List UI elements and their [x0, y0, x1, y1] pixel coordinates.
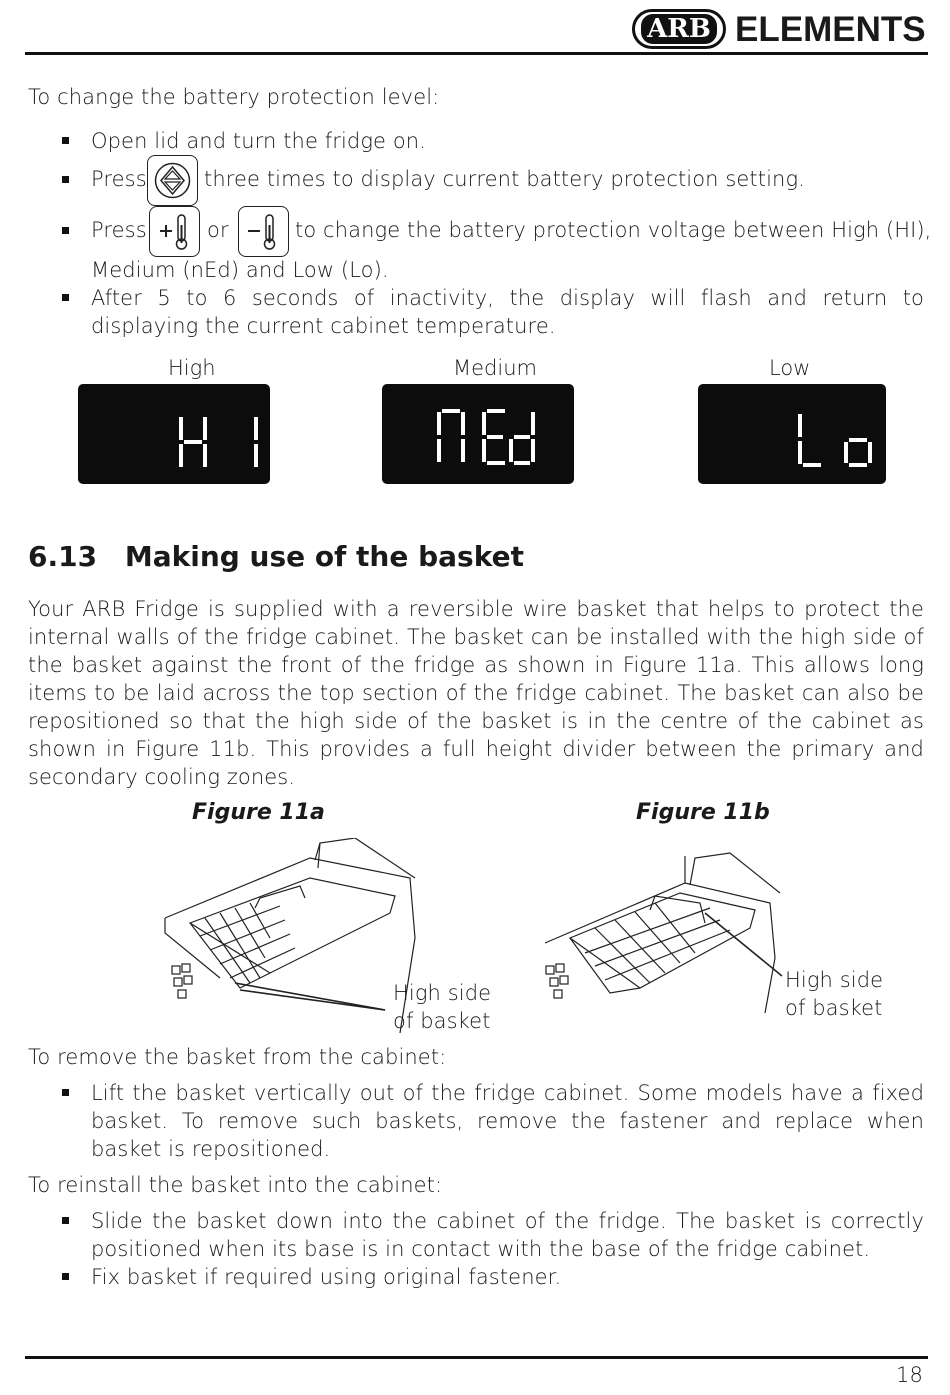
arb-logo-text: ARB	[641, 14, 717, 44]
callout-line-2: of basket	[785, 996, 883, 1020]
battery-step-3-suffix: to change the battery protection voltage between High (HI),	[295, 218, 932, 242]
remove-step-1: Lift the basket vertically out of the fridge cabinet. Some models have a fixed basket. To remove such baskets, remove the fastener and replace when basket is repositioned.	[91, 1081, 924, 1161]
battery-step-1: Open lid and turn the fridge on.	[91, 129, 426, 153]
figure-11b-illustration	[540, 848, 790, 1018]
figure-11b-callout	[785, 966, 883, 1022]
section-title: Making use of the basket	[124, 540, 524, 573]
remove-intro: To remove the basket from the cabinet:	[28, 1045, 447, 1069]
bullet-marker	[62, 1089, 69, 1096]
figure-11a-callout	[393, 979, 491, 1035]
figure-11a-caption: Figure 11a	[192, 800, 325, 825]
header-rule	[25, 52, 928, 55]
mode-button-icon	[147, 155, 198, 206]
bullet-marker	[62, 176, 69, 183]
display-label-medium: Medium	[453, 356, 537, 380]
display-label-high: High	[168, 356, 216, 380]
section-body: Your ARB Fridge is supplied with a reversible wire basket that helps to protect the internal walls of the fridge cabinet. The basket can be installed with the high side of the basket against the front of the fridge as shown in Figure 11a. This allows long items to be laid across the top section of the fridge cabinet. The basket can also be repositioned so that the high side of the basket is in the centre of the cabinet as shown in Figure 11b. This provides a full height divider between the primary and secondary cooling zones.	[28, 597, 924, 789]
footer-rule	[25, 1356, 928, 1359]
plus-thermometer-button-icon	[149, 206, 200, 257]
brand-name: ELEMENTS	[735, 10, 926, 49]
callout-line-2: of basket	[393, 1009, 491, 1033]
page-number: 18	[896, 1363, 923, 1387]
section-number: 6.13	[28, 540, 98, 573]
lcd-display-low	[698, 384, 886, 484]
battery-step-2-suffix: three times to display current battery protection setting.	[204, 167, 805, 191]
section-heading	[28, 538, 524, 576]
battery-intro: To change the battery protection level:	[28, 85, 440, 109]
bullet-marker	[62, 227, 69, 234]
arb-logo	[632, 9, 726, 49]
battery-step-2-prefix: Press	[91, 167, 147, 191]
battery-step-3-line-2: Medium (nEd) and Low (Lo).	[91, 258, 389, 282]
reinstall-intro: To reinstall the basket into the cabinet:	[28, 1173, 443, 1197]
callout-line-1: High side	[785, 968, 884, 992]
callout-line-1: High side	[393, 981, 492, 1005]
bullet-marker	[62, 294, 69, 301]
display-label-low: Low	[769, 356, 811, 380]
reinstall-step-1: Slide the basket down into the cabinet of the fridge. The basket is correctly positioned when its base is in contact with the base of the fridge cabinet.	[91, 1209, 924, 1261]
bullet-marker	[62, 1217, 69, 1224]
bullet-marker	[62, 1273, 69, 1280]
battery-step-4: After 5 to 6 seconds of inactivity, the display will flash and return to displaying the current cabinet temperature.	[91, 286, 924, 338]
reinstall-step-2: Fix basket if required using original fastener.	[91, 1265, 562, 1289]
bullet-marker	[62, 137, 69, 144]
battery-step-3-prefix: Press	[91, 218, 147, 242]
lcd-display-medium	[382, 384, 574, 484]
lcd-display-high	[78, 384, 270, 484]
figure-11b-caption: Figure 11b	[636, 800, 770, 825]
battery-step-3-or: or	[207, 218, 229, 242]
minus-thermometer-button-icon	[238, 206, 289, 257]
